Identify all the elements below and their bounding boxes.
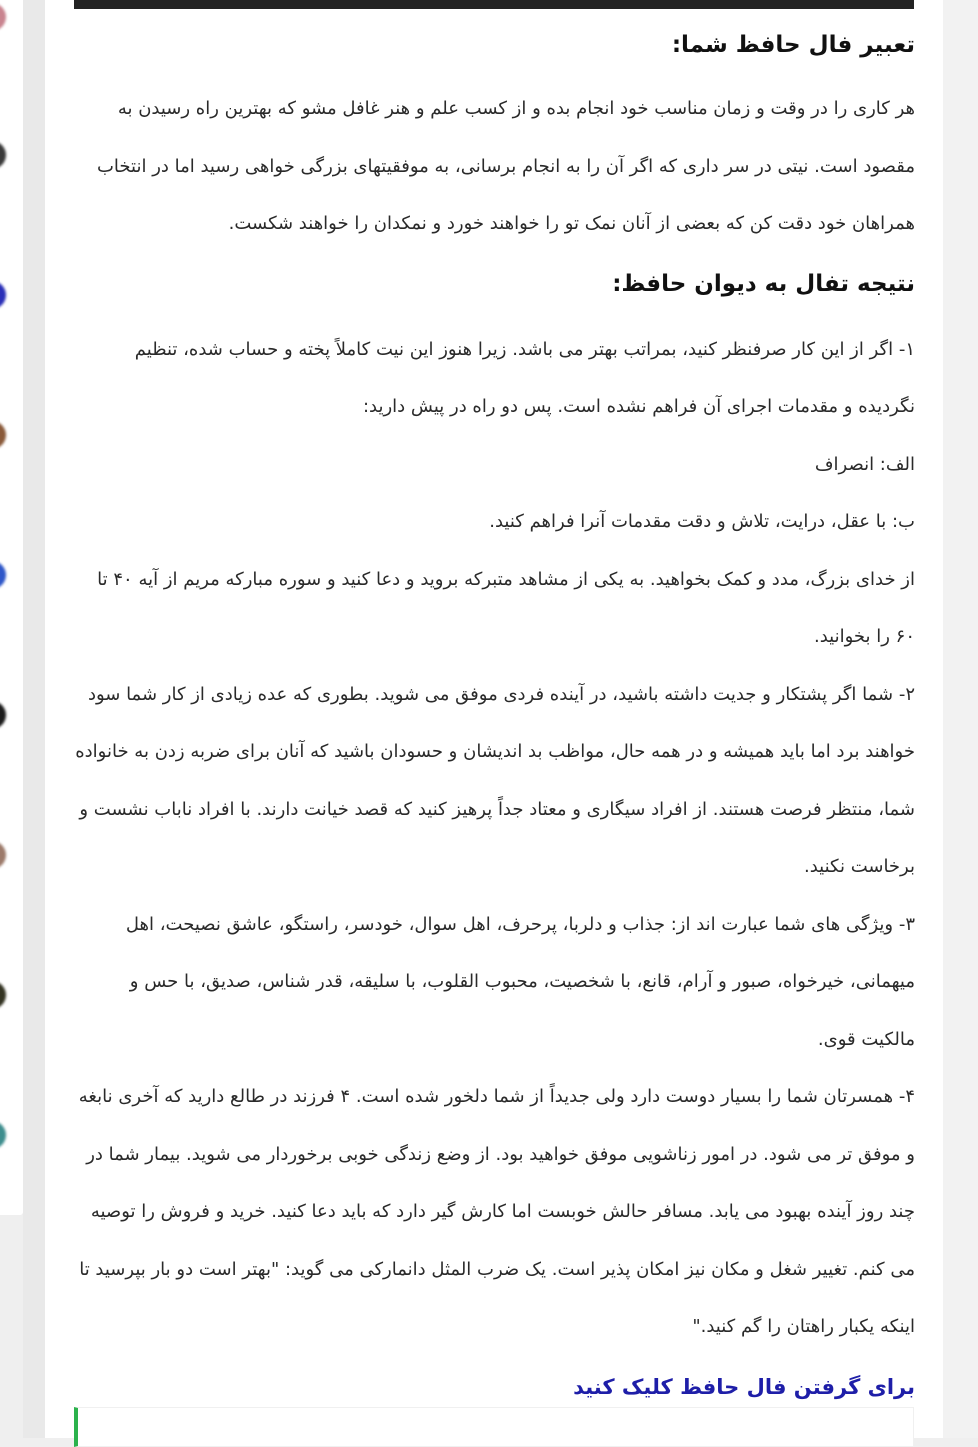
thumbnail-image-icon[interactable] <box>0 421 6 449</box>
next-section-box <box>74 1407 914 1447</box>
top-dark-bar <box>74 0 914 9</box>
result-paragraph-3: ۳- ویژگی های شما عبارت اند از: جذاب و دلربا، پرحرف، اهل سوال، خودسر، راستگو، عاشق نصیحت، اهل میهمانی، خیرخواه، صبور و آرام، قانع، با شخصیت، محبوب القلوب، با سلیقه، قدر شناس، صدیق، با حس و مالکیت قوی. <box>125 913 915 1050</box>
prayer-advice: از خدای بزرگ، مدد و کمک بخواهید. به یکی از مشاهد متبرکه بروید و دعا کنید و سوره مبارکه مریم از آیه ۴۰ تا ۶۰ را بخوانید. <box>97 568 915 647</box>
thumbnail-image-icon[interactable] <box>0 981 6 1009</box>
thumbnail-image-icon[interactable] <box>0 3 6 31</box>
article-body <box>75 22 915 1412</box>
thumbnail-image-icon[interactable] <box>0 141 6 169</box>
thumbnail-image-icon[interactable] <box>0 561 6 589</box>
interpretation-heading: تعبیر فال حافظ شما: <box>671 32 915 58</box>
related-posts-sidebar <box>0 0 23 1215</box>
result-paragraph-2: ۲- شما اگر پشتکار و جدیت داشته باشید، در آینده فردی موفق می شوید. بطوری که عده زیادی از کار شما سود خواهند برد اما باید همیشه و در همه حال، مواظب بد اندیشان و حسودان باشید که آنان برای ضربه زدن به خانواده شما، منتظر فرصت هستند. از افراد سیگاری و معتاد جداً پرهیز کنید که قصد خیانت دارند. با افراد ناباب نشست و برخاست نکنید. <box>75 683 915 877</box>
interpretation-text: هر کاری را در وقت و زمان مناسب خود انجام بده و از کسب علم و هنر غافل مشو که بهترین راه رسیدن به مقصود است. نیتی در سر داری که اگر آن را به انجام برسانی، به موفقیتهای بزرگی خواهی رسید اما در انتخاب همراهان خود دقت کن که بعضی از آنان نمک تو را خواهند خورد و نمکدان را خواهند شکست. <box>96 98 915 234</box>
result-heading: نتیجه تفال به دیوان حافظ: <box>612 270 915 297</box>
right-gutter <box>943 0 978 1438</box>
thumbnail-image-icon[interactable] <box>0 1121 6 1149</box>
thumbnail-image-icon[interactable] <box>0 841 6 869</box>
left-gutter <box>23 0 45 1438</box>
result-paragraph-4: ۴- همسرتان شما را بسیار دوست دارد ولی جدیداً از شما دلخور شده است. ۴ فرزند در طالع دارید که آخری نابغه و موفق تر می شود. در امور زناشویی موفق خواهید بود. از وضع زندگی خوبی برخوردار می شوید. بیمار شما در چند روز آینده بهبود می یابد. مسافر حالش خوبست اما کارش گیر دارد که باید دعا کنید. خرید و فروش را توصیه می کنم. تغییر شغل و مکان نیز امکان پذیر است. یک ضرب المثل دانمارکی می گوید: "بهتر است دو بار بپرسید تا اینکه یکبار راهتان را گم کنید." <box>78 1086 915 1337</box>
result-paragraph-1: ۱- اگر از این کار صرفنظر کنید، بمراتب بهتر می باشد. زیرا هنوز این نیت کاملاً پخته و حساب شده، تنظیم نگردیده و مقدمات اجرای آن فراهم نشده است. پس دو راه در پیش دارید: <box>134 338 915 417</box>
get-hafez-fortune-link[interactable]: برای گرفتن فال حافظ کلیک کنید <box>573 1374 915 1399</box>
thumbnail-image-icon[interactable] <box>0 281 6 309</box>
option-b: ب: با عقل، درایت، تلاش و دقت مقدمات آنرا فراهم کنید. <box>489 511 915 532</box>
thumbnail-image-icon[interactable] <box>0 701 6 729</box>
option-a: الف: انصراف <box>814 453 915 475</box>
article-card <box>45 0 943 1438</box>
